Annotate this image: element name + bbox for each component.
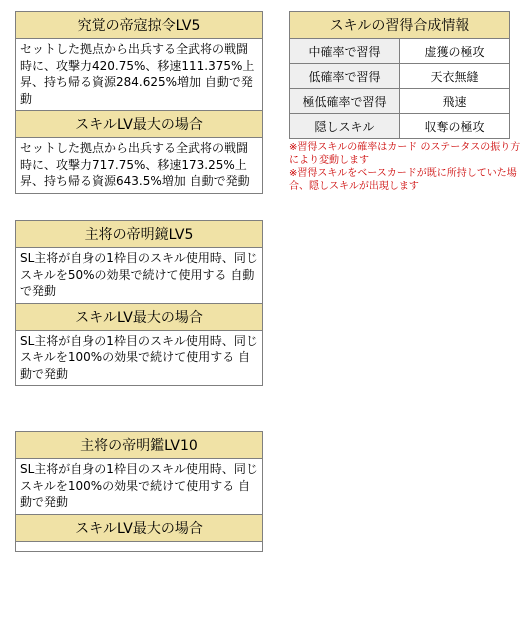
info-row-key: 隠しスキル: [290, 114, 400, 139]
skill-max-title: スキルLV最大の場合: [16, 111, 263, 138]
skill-title: 主将の帝明鏡LV5: [16, 221, 263, 248]
skill-title: 主将の帝明鑑LV10: [16, 432, 263, 459]
skill-max-description: セットした拠点から出兵する全武将の戦闘時に、攻撃力717.75%、移速173.25%上昇、持ち帰る資源643.5%増加 自動で発動: [16, 138, 263, 194]
skill-table-3: [15, 431, 263, 552]
skill-max-description: SL主将が自身の1枠目のスキル使用時、同じスキルを100%の効果で続けて使用する 自動で発動: [16, 330, 263, 386]
info-row-value: 飛速: [400, 89, 510, 114]
skill-title: 究覚の帝寇掠令LV5: [16, 12, 263, 39]
skill-description: セットした拠点から出兵する全武将の戦闘時に、攻撃力420.75%、移速111.375%上昇、持ち帰る資源284.625%増加 自動で発動: [16, 39, 263, 111]
note-hidden-skill: ※習得スキルをベースカードが既に所持していた場合、隠しスキルが出現します: [289, 168, 517, 192]
skill-max-description: [16, 541, 263, 551]
info-row-key: 中確率で習得: [290, 39, 400, 64]
info-row: [290, 64, 510, 89]
skill-description: SL主将が自身の1枠目のスキル使用時、同じスキルを50%の効果で続けて使用する 自動で発動: [16, 248, 263, 304]
skill-max-title: スキルLV最大の場合: [16, 514, 263, 541]
skill-table-2: [15, 220, 263, 386]
info-row-key: 低確率で習得: [290, 64, 400, 89]
note-probability: ※習得スキルの確率はカード のステータスの振り方により変動します: [289, 142, 521, 166]
info-notes: [289, 141, 524, 193]
skill-acquisition-info-table: [289, 11, 510, 139]
skill-max-title: スキルLV最大の場合: [16, 303, 263, 330]
info-title: スキルの習得合成情報: [290, 12, 510, 39]
info-row: [290, 89, 510, 114]
skill-table-1: [15, 11, 263, 194]
info-row-key: 極低確率で習得: [290, 89, 400, 114]
info-row: [290, 114, 510, 139]
skill-description: SL主将が自身の1枠目のスキル使用時、同じスキルを100%の効果で続けて使用する 自動で発動: [16, 459, 263, 515]
info-row-value: 収奪の極攻: [400, 114, 510, 139]
info-row-value: 天衣無縫: [400, 64, 510, 89]
info-row: [290, 39, 510, 64]
info-row-value: 虚獲の極攻: [400, 39, 510, 64]
